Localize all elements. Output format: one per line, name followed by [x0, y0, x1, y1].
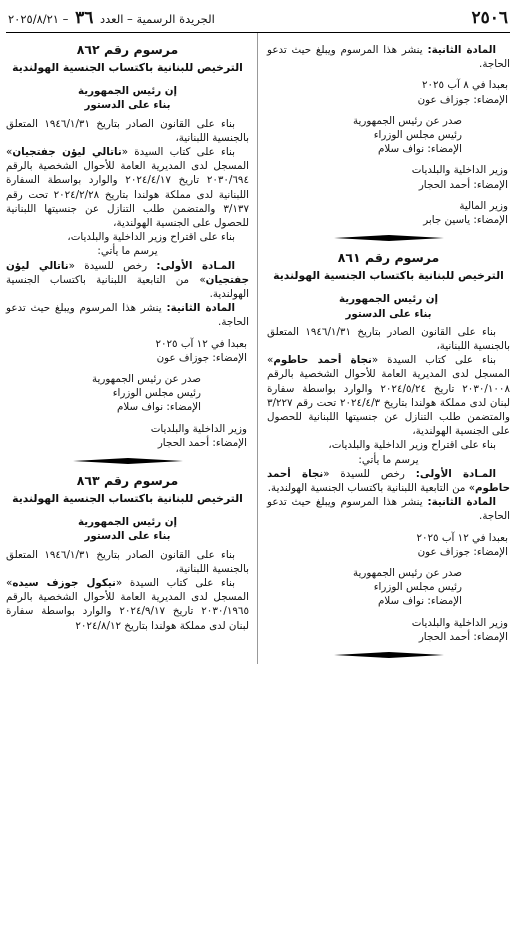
article-1-paragraph: المـادة الأولى: رخص للسيدة «ناتالي ليؤن جفتجيان» من التابعية اللبنانية باكتساب الجنسية الهولندية. — [6, 259, 249, 300]
finance-minister-title: وزير المالية — [459, 199, 508, 212]
decree-subtitle: الترخيص للبنانية باكتساب الجنسية الهولندية — [12, 61, 243, 75]
decree-subtitle: الترخيص للبنانية باكتساب الجنسية الهولندية — [12, 492, 243, 506]
gazette-title-line — [8, 7, 215, 30]
president-heading: إن رئيس الجمهورية — [77, 516, 178, 529]
pm-signature: الإمضاء: نواف سلام — [377, 595, 462, 608]
page-number: ٢٥٠٦ — [471, 7, 508, 28]
finance-minister-signature: الإمضاء: ياسين جابر — [423, 214, 508, 227]
interior-minister-title: وزير الداخلية والبلديات — [150, 422, 247, 435]
issued-by: صدر عن رئيس الجمهورية — [91, 373, 201, 385]
applicant-name: نيكول جوزف سيده — [12, 576, 116, 589]
applicant-name: ناتالي ليؤن جفتجيان — [12, 145, 122, 158]
decree-title: مرسوم رقم ٨٦١ — [337, 250, 440, 266]
columns — [6, 33, 510, 664]
issue-date: – ٢٠٢٥/٨/٢١ — [8, 11, 69, 26]
applicant-name: نجاة أحمد حاطوم — [273, 354, 372, 367]
date-line: بعبدا في ١٢ آب ٢٠٢٥ — [416, 531, 508, 544]
separator-icon — [334, 652, 444, 658]
decrees-line: يرسم ما يأتي: — [97, 245, 158, 258]
date-line: بعبدا في ١٢ آب ٢٠٢٥ — [155, 337, 247, 350]
issue-number: ٣٦ — [75, 7, 94, 28]
separator-icon — [334, 235, 444, 241]
interior-minister-signature: الإمضاء: أحمد الحجار — [418, 630, 508, 643]
article-1-paragraph: المـادة الأولى: رخص للسيدة «نجاة أحمد حاطوم» من التابعية اللبنانية باكتساب الجنسية الهولندية. — [267, 467, 510, 495]
decree-861 — [267, 249, 510, 658]
article-2-paragraph: المادة الثانية: ينشر هذا المرسوم ويبلغ حيث تدعو الحاجة. — [267, 44, 510, 71]
law-reference: بناء على القانون الصادر بتاريخ ١٩٤٦/١/٣١ المتعلق بالجنسية اللبنانية، — [6, 117, 249, 144]
president-heading: إن رئيس الجمهورية — [77, 85, 178, 98]
decrees-line: يرسم ما يأتي: — [358, 453, 419, 466]
president-signature: الإمضاء: جوزاف عون — [417, 545, 508, 558]
letter-paragraph: بناء على كتاب السيدة «ناتالي ليؤن جفتجيان» المسجل لدى المديرية العامة للأحوال الشخصية بالرقم ٢٠٣٠/٦٩٤ تاريخ ٢٠٢٤/٤/١٧ والوارد بواسطة السفارة اللبنانية لدى مملكة هولندا بتاريخ ٢٠٢٤/٢/٢٨ تحت رقم ٣/١٣٧ والمتضمن طلب التنازل عن جنسيتها اللبنانية للحصول على الجنسية الهولندية، — [6, 145, 249, 229]
pm-title: رئيس مجلس الوزراء — [373, 581, 462, 594]
pm-signature: الإمضاء: نواف سلام — [377, 143, 462, 156]
issued-by: صدر عن رئيس الجمهورية — [352, 567, 462, 580]
gazette-title: الجريدة الرسمية – العدد — [99, 11, 215, 26]
constitution-basis: بناء على الدستور — [84, 99, 171, 112]
pm-title: رئيس مجلس الوزراء — [112, 387, 201, 400]
right-column — [259, 33, 510, 664]
letter-paragraph: بناء على كتاب السيدة «نجاة أحمد حاطوم» المسجل لدى المديرية العامة للأحوال الشخصية بالرقم ٢٠٣٠/١٠٠٨ تاريخ ٢٠٢٤/٥/٢٤ والوارد بواسطة سفارة لبنان لدى مملكة هولندا بتاريخ ٢٠٢٤/٤/٣ تحت رقم ٣/٢٢٧ والمتضمن طلب التنازل عن جنسيتها اللبنانية للحصول على الجنسية الهولندية، — [267, 354, 510, 438]
page-header — [6, 0, 510, 33]
interior-minister-signature: الإمضاء: أحمد الحجار — [418, 178, 508, 191]
constitution-basis: بناء على الدستور — [84, 530, 171, 543]
president-signature: الإمضاء: جوزاف عون — [417, 93, 508, 106]
decree-subtitle: الترخيص للبنانية باكتساب الجنسية الهولندية — [273, 269, 504, 283]
issued-by: صدر عن رئيس الجمهورية — [352, 114, 462, 127]
law-reference: بناء على القانون الصادر بتاريخ ١٩٤٦/١/٣١ المتعلق بالجنسية اللبنانية، — [6, 548, 249, 575]
decree-862 — [6, 41, 249, 464]
interior-minister-title: وزير الداخلية والبلديات — [411, 164, 508, 177]
decree-title: مرسوم رقم ٨٦٢ — [76, 42, 179, 57]
date-line: بعبدا في ٨ آب ٢٠٢٥ — [421, 79, 508, 92]
proposal: بناء على اقتراح وزير الداخلية والبلديات، — [67, 231, 235, 244]
pm-signature: الإمضاء: نواف سلام — [116, 401, 201, 414]
interior-minister-title: وزير الداخلية والبلديات — [411, 616, 508, 629]
article-2-paragraph: المادة الثانية: ينشر هذا المرسوم ويبلغ حيث تدعو الحاجة. — [267, 496, 510, 523]
pm-title: رئيس مجلس الوزراء — [373, 129, 462, 142]
letter-paragraph: بناء على كتاب السيدة «نيكول جوزف سيده» المسجل لدى المديرية العامة للأحوال الشخصية بالرقم ٢٠٣٠/١٩٦٥ تاريخ ٢٠٢٤/٩/١٧ والوارد بواسطة سفارة لبنان لدى مملكة هولندا بتاريخ ٢٠٢٤/٨/١٢ — [6, 576, 249, 632]
constitution-basis: بناء على الدستور — [345, 307, 432, 320]
decree-title: مرسوم رقم ٨٦٣ — [76, 473, 179, 489]
left-column — [6, 33, 258, 664]
decree-863 — [6, 472, 249, 633]
president-heading: إن رئيس الجمهورية — [338, 293, 439, 306]
separator-icon — [73, 458, 183, 464]
article-2-paragraph: المادة الثانية: ينشر هذا المرسوم ويبلغ حيث تدعو الحاجة. — [6, 302, 249, 329]
decree-860-tail — [267, 43, 510, 241]
law-reference: بناء على القانون الصادر بتاريخ ١٩٤٦/١/٣١ المتعلق بالجنسية اللبنانية، — [267, 325, 510, 352]
president-signature: الإمضاء: جوزاف عون — [156, 351, 247, 364]
interior-minister-signature: الإمضاء: أحمد الحجار — [157, 436, 247, 449]
proposal: بناء على اقتراح وزير الداخلية والبلديات، — [328, 439, 496, 452]
